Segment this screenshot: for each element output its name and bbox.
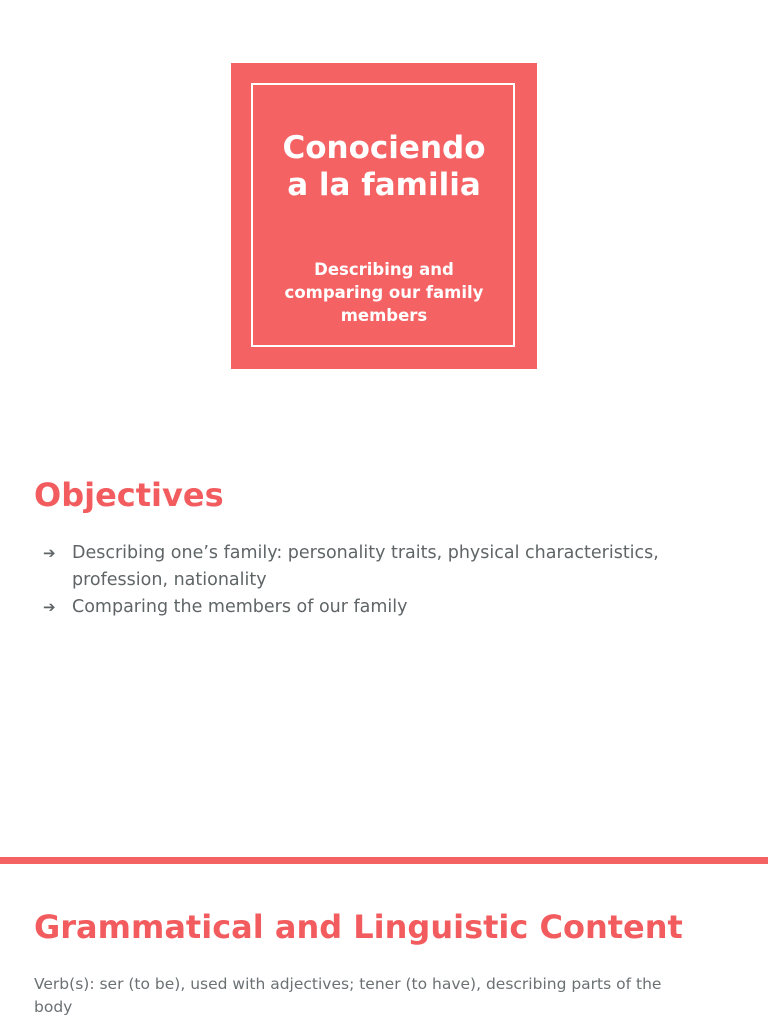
slide-title (0, 130, 768, 204)
slide-subtitle-line: comparing our family (284, 283, 484, 302)
arrow-right-icon: ➔ (43, 598, 56, 616)
slide-subtitle-line: Describing and (314, 260, 454, 279)
list-item-text: Comparing the members of our family (72, 597, 408, 617)
arrow-right-icon: ➔ (43, 544, 56, 562)
slide-subtitle-line: members (340, 306, 428, 325)
slide-subtitle (262, 258, 506, 327)
section-divider (0, 857, 768, 864)
objectives-list (43, 540, 743, 621)
objectives-heading: Objectives (34, 476, 224, 514)
grammar-heading: Grammatical and Linguistic Content (34, 908, 683, 946)
grammar-text (34, 973, 734, 1019)
list-item-text: profession, nationality (72, 570, 267, 590)
slide-title-line: a la familia (287, 167, 481, 203)
list-item-text: Describing one’s family: personality traits, physical characteristics, (72, 543, 659, 563)
grammar-text-line: body (34, 998, 73, 1016)
list-item (43, 540, 743, 594)
list-item (43, 594, 743, 621)
slide-title-line: Conociendo (282, 130, 486, 166)
grammar-text-line: Verb(s): ser (to be), used with adjectives; tener (to have), describing parts of the (34, 975, 662, 993)
